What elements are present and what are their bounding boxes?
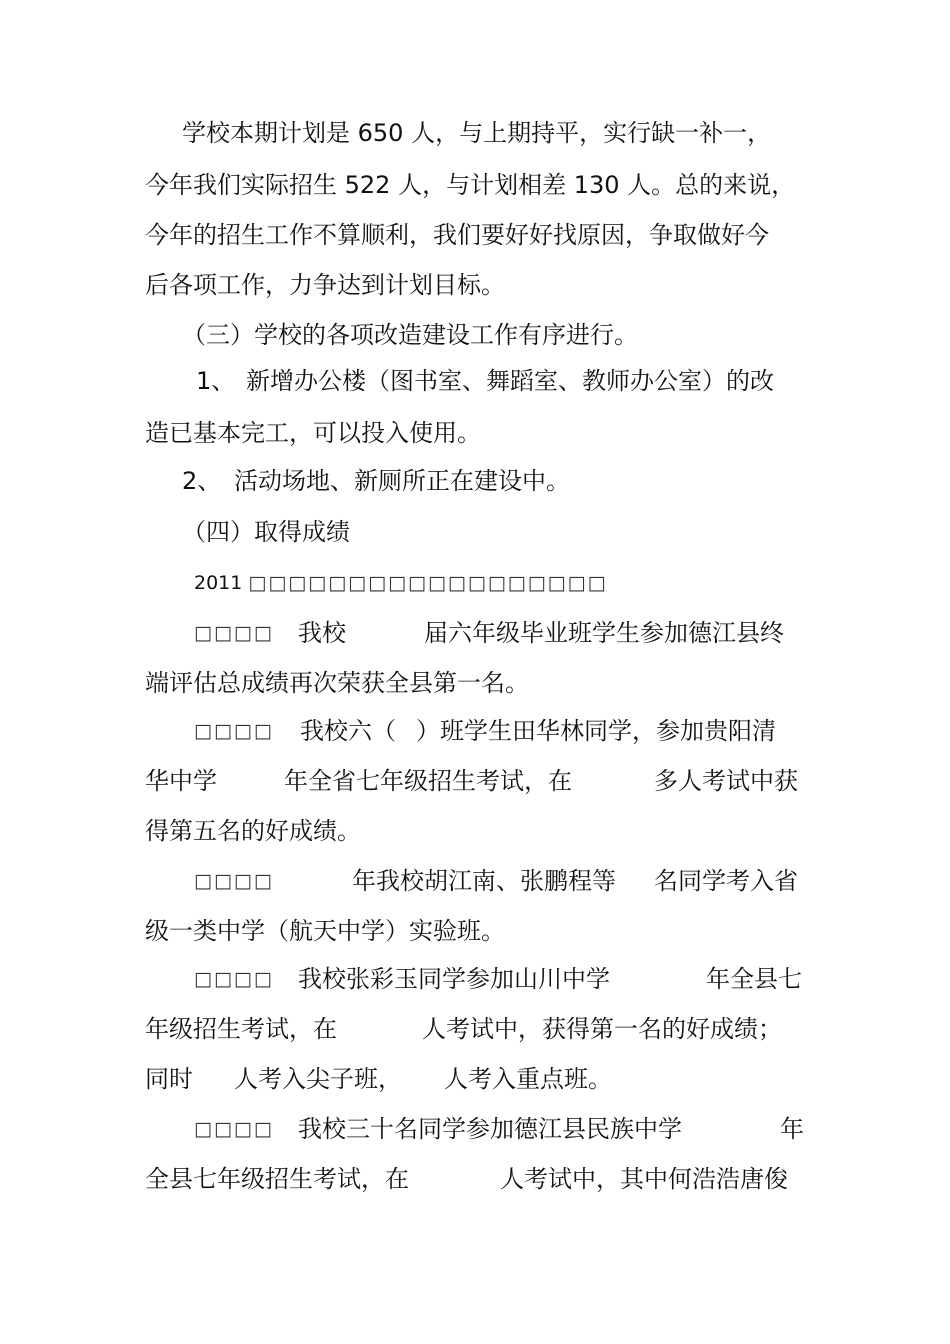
achievement-text: 年我校胡江南、张鹏程等 [352,867,616,895]
bullet-glyphs: □□□□ [194,870,274,892]
bullet-glyphs: □□□□ [194,720,274,742]
section-heading: （四）取得成绩 [182,518,350,546]
list-number: 2、 [182,467,222,495]
bullet-glyphs: □□□□ [194,622,274,644]
achievement-text: 我校六（ [300,717,396,745]
achievement-text: 年 [780,1115,804,1143]
list-item-text: 新增办公楼（图书室、舞蹈室、教师办公室）的改 [246,367,774,395]
paragraph-line: 今年我们实际招生 522 人，与计划相差 130 人。总的来说， [145,171,796,199]
achievement-text: 年级招生考试，在 [145,1015,337,1043]
paragraph-line: 后各项工作，力争达到计划目标。 [145,271,505,299]
section-heading: （三）学校的各项改造建设工作有序进行。 [182,321,638,349]
achievement-text: 人考试中，获得第一名的好成绩； [422,1015,782,1043]
paragraph-line: 学校本期计划是 650 人，与上期持平，实行缺一补一， [182,119,772,147]
achievement-text: 华中学 [145,767,217,795]
achievement-text: 我校三十名同学参加德江县民族中学 [298,1115,682,1143]
achievement-text: 级一类中学（航天中学）实验班。 [145,917,505,945]
paragraph-line: 今年的招生工作不算顺利，我们要好好找原因，争取做好今 [145,221,769,249]
list-item-text: 活动场地、新厕所正在建设中。 [234,467,570,495]
placeholder-glyphs: □□□□□□□□□□□□□□□□□□ [248,572,608,594]
achievement-text: 人考入尖子班， [234,1065,402,1093]
achievement-text: 人考试中，其中何浩浩唐俊 [500,1165,788,1193]
achievement-text: 端评估总成绩再次荣获全县第一名。 [145,669,529,697]
year-number: 2011 [194,572,243,594]
bullet-glyphs: □□□□ [194,968,274,990]
bullet-glyphs: □□□□ [194,1118,274,1140]
list-number: 1、 [196,367,236,395]
year-line [194,568,608,598]
achievement-text: 人考入重点班。 [444,1065,612,1093]
achievement-text: 年全县七 [706,965,802,993]
list-item-text: 造已基本完工，可以投入使用。 [145,419,481,447]
achievement-text: 多人考试中获 [654,767,798,795]
achievement-text: 我校 [298,619,346,647]
achievement-text: 届六年级毕业班学生参加德江县终 [424,619,784,647]
achievement-text: 年全省七年级招生考试，在 [284,767,572,795]
achievement-text: ）班学生田华林同学，参加贵阳清 [416,717,776,745]
achievement-text: 得第五名的好成绩。 [145,817,361,845]
achievement-text: 我校张彩玉同学参加山川中学 [298,965,610,993]
achievement-text: 名同学考入省 [654,867,798,895]
achievement-text: 全县七年级招生考试，在 [145,1165,409,1193]
achievement-text: 同时 [145,1065,193,1093]
